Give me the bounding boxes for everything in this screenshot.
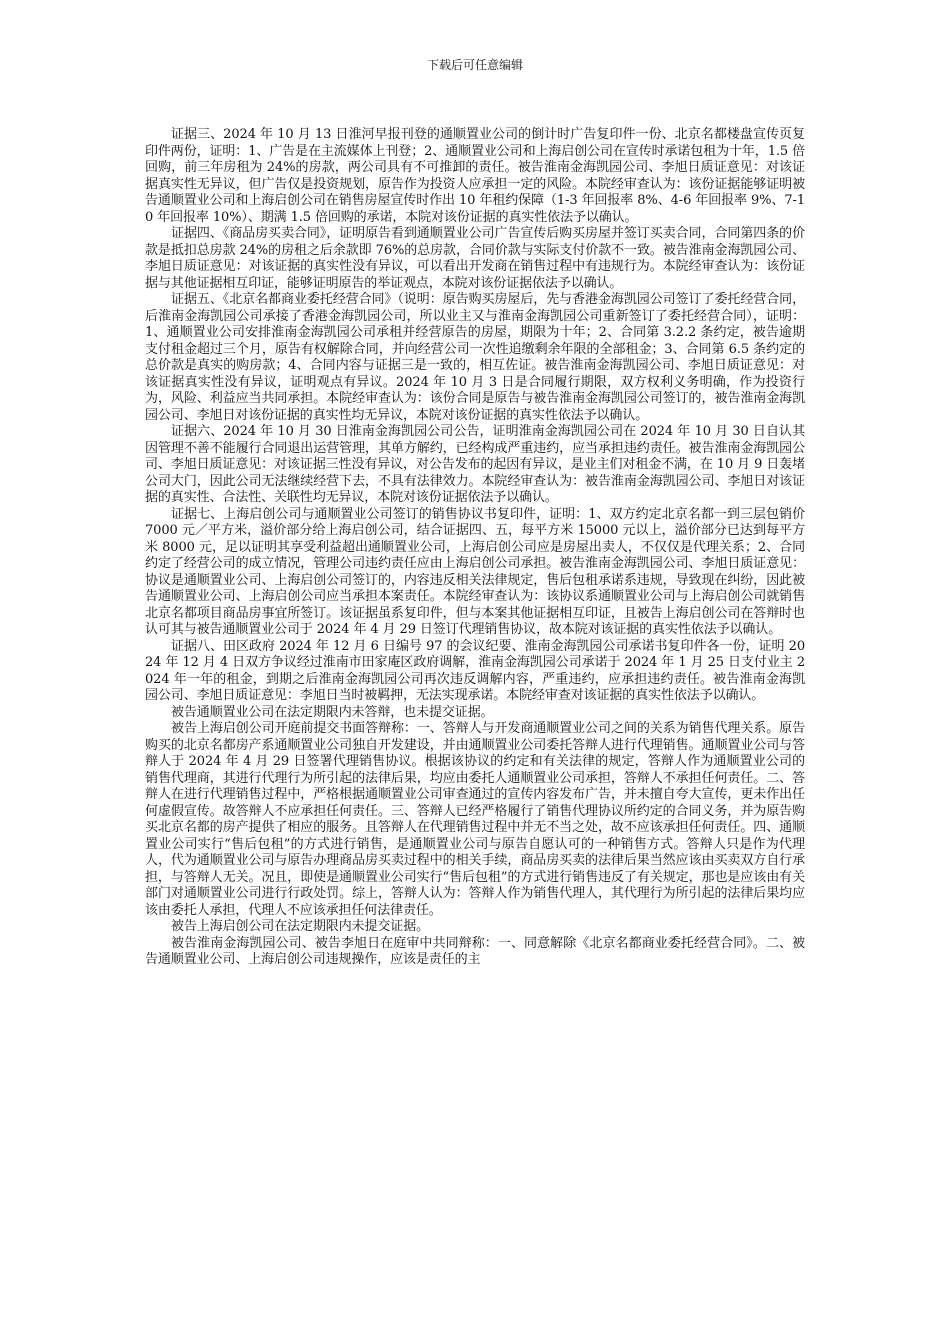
paragraph-evidence-7: 证据七、上海启创公司与通顺置业公司签订的销售协议书复印件，证明：1、双方约定北京名都一到三层包销价 7000 元／平方米，溢价部分给上海启创公司，结合证据四、五，每平方米 15000 元以上，溢价部分已达到每平方米 8000 元，足以证明其享受利益超出通顺置业公司，上海启创公司应是房屋出卖人，不仅仅是代理关系；2、合同约定了经营公司的成立情况，管理公司违约责任应由上海启创公司承担。被告淮南金海凯园公司、李旭日质证意见：协议是通顺置业公司、上海启创公司签订的，内容违反相关法律规定，售后包租承诺系违规，导致现在纠纷，因此被告通顺置业公司、上海启创公司应当承担本案责任。本院经审查认为：该协议系通顺置业公司与上海启创公司就销售北京名都项目商品房事宜所签订。该证据虽系复印件，但与本案其他证据相互印证，且被告上海启创公司在答辩时也认可其与被告通顺置业公司于 2024 年 4 月 29 日签订代理销售协议，故本院对该证据的真实性依法予以确认。 [145, 506, 805, 637]
paragraph-evidence-4: 证据四、《商品房买卖合同》，证明原告看到通顺置业公司广告宣传后购买房屋并签订买卖合同，合同第四条的价款是抵扣总房款 24%的房租之后余款即 76%的总房款，合同价款与实际支付价款不一致。被告淮南金海凯园公司、李旭日质证意见：对该证据的真实性没有异议，可以看出开发商在销售过程中有违规行为。本院经审查认为：该份证据与其他证据相互印证，能够证明原告的举证观点，本院对该份证据依法予以确认。 [145, 226, 805, 291]
paragraph-evidence-6: 证据六、2024 年 10 月 30 日淮南金海凯园公司公告，证明淮南金海凯园公司在 2024 年 10 月 30 日自认其因管理不善不能履行合同退出运营管理，其单方解约，已经构成严重违约，应当承担违约责任。被告淮南金海凯园公司、李旭日质证意见：对该证据三性没有异议，对公告发布的起因有异议，是业主们对租金不满，在 10 月 9 日轰堵公司大门，因此公司无法继续经营下去，不具有法律效力。本院经审查认为：被告淮南金海凯园公司、李旭日对该证据的真实性、合法性、关联性均无异议，本院对该份证据依法予以确认。 [145, 424, 805, 505]
paragraph-jinhai-defense: 被告淮南金海凯园公司、被告李旭日在庭审中共同辩称：一、同意解除《北京名都商业委托经营合同》。二、被告通顺置业公司、上海启创公司违规操作，应该是责任的主 [145, 935, 805, 967]
paragraph-evidence-5: 证据五、《北京名都商业委托经营合同》（说明：原告购买房屋后，先与香港金海凯园公司签订了委托经营合同，后淮南金海凯园公司承接了香港金海凯园公司，所以业主又与淮南金海凯园公司重新签订了委托经营合同），证明：1、通顺置业公司安排淮南金海凯园公司承租并经营原告的房屋，期限为十年；2、合同第 3.2.2 条约定，被告逾期支付租金超过三个月，原告有权解除合同，并向经营公司一次性追缴剩余年限的全部租金；3、合同第 6.5 条约定的总价款是真实的购房款；4、合同内容与证据三是一致的，相互佐证。被告淮南金海凯园公司、李旭日质证意见：对该证据真实性没有异议，证明观点有异议。2024 年 10 月 3 日是合同履行期限，双方权利义务明确，作为投资行为，风险、利益应当共同承担。本院经审查认为：该份合同是原告与被告淮南金海凯园公司签订的，被告淮南金海凯园公司、李旭日对该份证据的真实性均无异议，本院对该份证据的真实性依法予以确认。 [145, 292, 805, 423]
paragraph-qichuang-defense: 被告上海启创公司开庭前提交书面答辩称：一、答辩人与开发商通顺置业公司之间的关系为销售代理关系。原告购买的北京名都房产系通顺置业公司独自开发建设，并由通顺置业公司委托答辩人进行代理销售。通顺置业公司与答辩人于 2024 年 4 月 29 日签署代理销售协议。根据该协议的约定和有关法律的规定，答辩人作为通顺置业公司的销售代理商，其进行代理行为所引起的法律后果，均应由委托人通顺置业公司承担，答辩人不承担任何责任。二、答辩人在进行代理销售过程中，严格根据通顺置业公司审查通过的宣传内容发布广告，并未擅自夸大宣传，更未作出任何虚假宣传。故答辩人不应承担任何责任。三、答辩人已经严格履行了销售代理协议所约定的合同义务，并为原告购买北京名都的房产提供了相应的服务。且答辩人在代理销售过程中并无不当之处，故不应该承担任何责任。四、通顺置业公司实行“售后包租”的方式进行销售，是通顺置业公司与原告自愿认可的一种销售方式。答辩人只是作为代理人，代为通顺置业公司与原告办理商品房买卖过程中的相关手续，商品房买卖的法律后果当然应该由买卖双方自行承担，与答辩人无关。况且，即使是通顺置业公司实行“售后包租”的方式进行销售违反了有关规定，那也是应该由有关部门对通顺置业公司进行行政处罚。综上，答辩人认为：答辩人作为销售代理人，其代理行为所引起的法律后果均应该由委托人承担，代理人不应该承担任何法律责任。 [145, 721, 805, 918]
paragraph-tongshun-no-defense: 被告通顺置业公司在法定期限内未答辩，也未提交证据。 [171, 704, 494, 720]
paragraph-evidence-3: 证据三、2024 年 10 月 13 日淮河早报刊登的通顺置业公司的倒计时广告复印件一份、北京名都楼盘宣传页复印件两份，证明：1、广告是在主流媒体上刊登；2、通顺置业公司和上海启创公司在宣传时承诺包租为十年，1.5 倍回购，前三年房租为 24%的房款，两公司具有不可推卸的责任。被告淮南金海凯园公司、李旭日质证意见：对该证据真实性无异议，但广告仅是投资规划，原告作为投资人应承担一定的风险。本院经审查认为：该份证据能够证明被告通顺置业公司和上海启创公司在销售房屋宣传时作出 10 年租约保障（1-3 年回报率 8%、4-6 年回报率 9%、7-10 年回报率 10%）、期满 1.5 倍回购的承诺，本院对该份证据的真实性依法予以确认。 [145, 127, 805, 225]
paragraph-evidence-8: 证据八、田区政府 2024 年 12 月 6 日编号 97 的会议纪要、淮南金海凯园公司承诺书复印件各一份，证明 2024 年 12 月 4 日双方争议经过淮南市田家庵区政府调解，淮南金海凯园公司承诺于 2024 年 1 月 25 日支付业主 2024 年一年的租金，到期之后淮南金海凯园公司再次违反调解内容，严重违约，应承担违约责任。被告淮南金海凯园公司、李旭日质证意见：李旭日当时被羁押，无法实现承诺。本院经审查对该证据的真实性依法予以确认。 [145, 638, 805, 703]
page-header: 下载后可任意编辑 [426, 58, 523, 72]
paragraph-qichuang-no-evidence: 被告上海启创公司在法定期限内未提交证据。 [171, 919, 430, 934]
document-body [145, 127, 805, 969]
